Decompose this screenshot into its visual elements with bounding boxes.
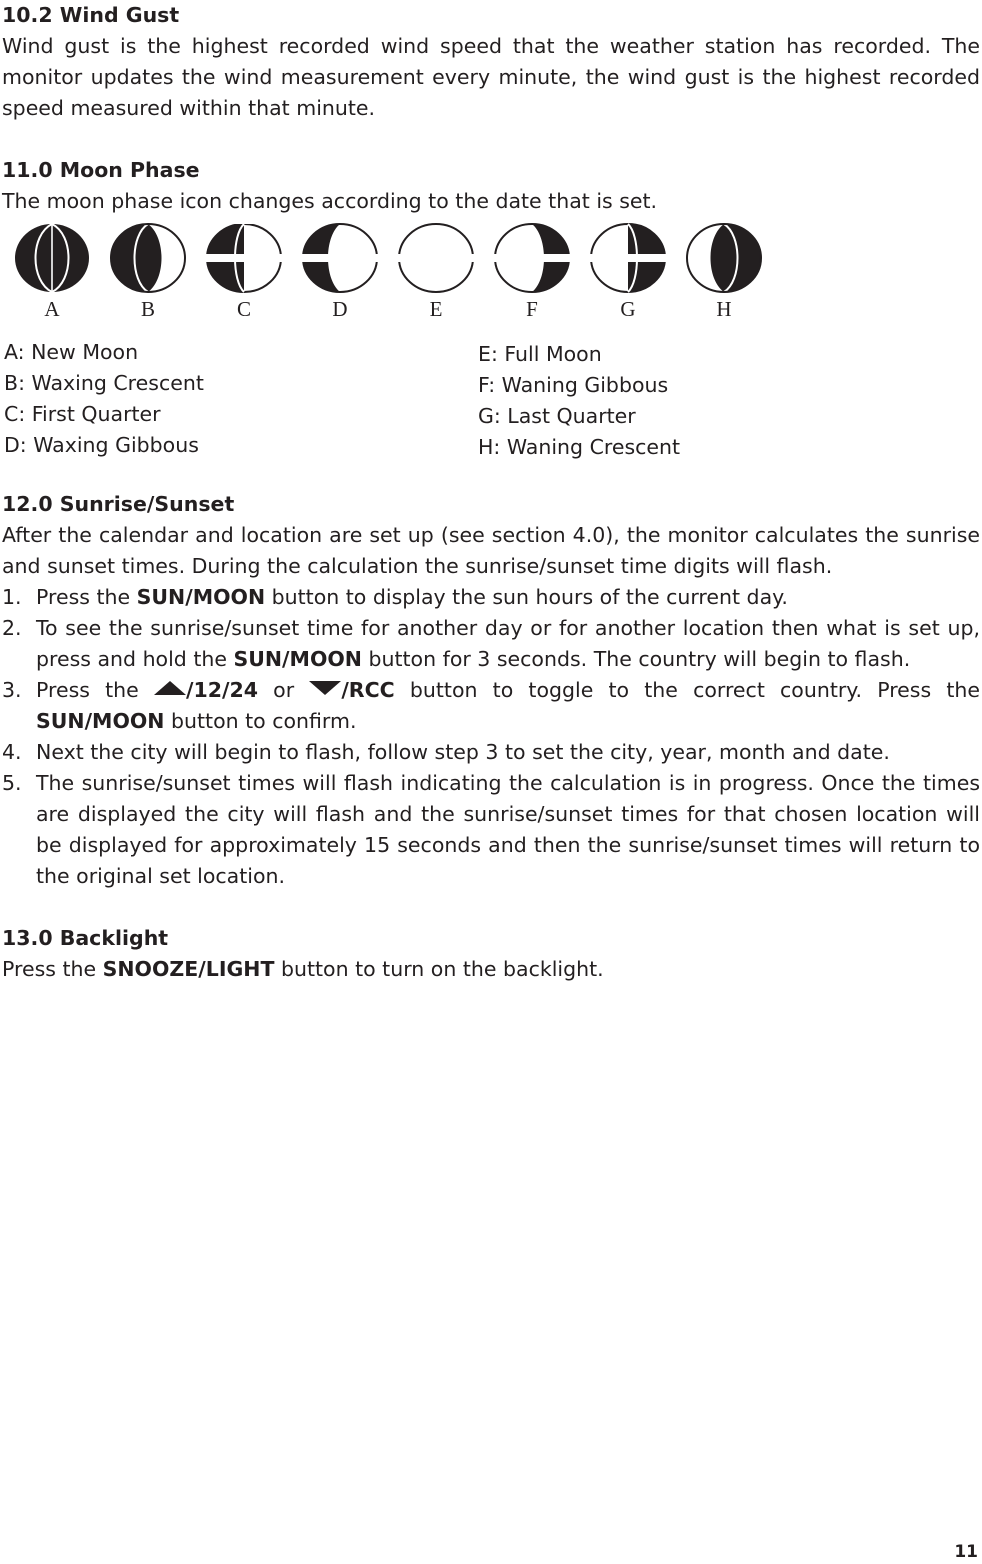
sun-moon-button-label: SUN/MOON	[233, 647, 362, 671]
step-text: The sunrise/sunset times will flash indicating the calculation is in progress. Once the times are displayed the city will flash and the sunrise/sunset times for that chosen location will be displayed for approximately 15 seconds and then the sunrise/sunset times will return to the original set location.	[36, 771, 980, 888]
section-body: Wind gust is the highest recorded wind speed that the weather station has recorded. The monitor updates the wind measurement every minute, the wind gust is the highest recorded speed measured within that minute.	[2, 34, 980, 120]
step-item	[2, 737, 980, 768]
moon-phase-icons	[2, 221, 980, 331]
step-number: 4.	[2, 740, 22, 764]
new-moon-icon	[12, 221, 92, 325]
first-quarter-icon	[204, 221, 284, 325]
step-text: button for 3 seconds. The country will begin to flash.	[361, 647, 911, 671]
step-text: Press the	[36, 678, 154, 702]
legend-left	[4, 337, 204, 461]
step-text: button to confirm.	[164, 709, 357, 733]
section-backlight	[2, 923, 980, 985]
section-sunrise-sunset	[2, 489, 980, 892]
sun-moon-button-label: SUN/MOON	[136, 585, 266, 609]
body-text: button to turn on the backlight.	[274, 957, 604, 981]
section-heading: 12.0 Sunrise/Sunset	[2, 492, 235, 516]
moon-letter: A	[44, 297, 60, 321]
moon-letter: F	[526, 297, 538, 321]
legend-item: F: Waning Gibbous	[478, 373, 669, 397]
moon-letter: H	[716, 297, 732, 321]
section-body: The moon phase icon changes according to the date that is set.	[2, 189, 658, 213]
moon-letter: B	[140, 297, 155, 321]
step-number: 5.	[2, 771, 22, 795]
12-24-button-label: /12/24	[185, 678, 258, 702]
legend-item: H: Waning Crescent	[478, 435, 681, 459]
step-number: 1.	[2, 585, 22, 609]
down-arrow-icon	[309, 681, 341, 695]
step-item	[2, 613, 980, 675]
page-number: 11	[954, 1542, 978, 1562]
step-text: Next the city will begin to flash, follow step 3 to set the city, year, month and date.	[36, 740, 890, 764]
legend-item: D: Waxing Gibbous	[4, 433, 199, 457]
section-wind-gust	[2, 0, 980, 124]
section-body: After the calendar and location are set up (see section 4.0), the monitor calculates the sunrise and sunset times. During the calculation the sunrise/sunset time digits will flash.	[2, 523, 980, 578]
legend-item: B: Waxing Crescent	[4, 371, 204, 395]
step-text: button to toggle to the correct country. Press the	[394, 678, 980, 702]
waxing-crescent-icon	[108, 221, 188, 325]
waxing-gibbous-icon	[300, 221, 380, 325]
up-arrow-icon	[154, 681, 186, 695]
step-text: To see the sunrise/sunset time for another day or for another location then what is set up, press and hold the	[36, 616, 980, 671]
step-text: or	[257, 678, 310, 702]
step-item	[2, 768, 980, 892]
steps-list	[2, 582, 980, 892]
section-moon-phase	[2, 155, 980, 465]
legend-item: A: New Moon	[4, 340, 139, 364]
step-item	[2, 582, 980, 613]
waning-gibbous-icon	[492, 221, 572, 325]
body-text: Press the	[2, 957, 103, 981]
step-item	[2, 675, 980, 737]
legend-item: E: Full Moon	[478, 342, 602, 366]
moon-phase-legend	[2, 337, 980, 465]
full-moon-icon	[396, 221, 476, 325]
moon-letter: D	[332, 297, 348, 321]
snooze-light-button-label: SNOOZE/LIGHT	[102, 957, 275, 981]
section-heading: 13.0 Backlight	[2, 926, 169, 950]
step-number: 3.	[2, 678, 22, 702]
section-heading: 10.2 Wind Gust	[2, 3, 180, 27]
section-heading: 11.0 Moon Phase	[2, 158, 200, 182]
step-number: 2.	[2, 616, 22, 640]
legend-item: G: Last Quarter	[478, 404, 636, 428]
manual-page	[2, 0, 980, 985]
legend-right	[478, 339, 680, 463]
rcc-button-label: /RCC	[341, 678, 395, 702]
step-text: Press the	[36, 585, 137, 609]
moon-letter: G	[620, 297, 636, 321]
last-quarter-icon	[588, 221, 668, 325]
legend-item: C: First Quarter	[4, 402, 161, 426]
waning-crescent-icon	[684, 221, 764, 325]
moon-letter: C	[236, 297, 251, 321]
section-body	[2, 954, 980, 985]
moon-letter: E	[429, 297, 443, 321]
step-text: button to display the sun hours of the current day.	[265, 585, 788, 609]
sun-moon-button-label: SUN/MOON	[36, 709, 165, 733]
